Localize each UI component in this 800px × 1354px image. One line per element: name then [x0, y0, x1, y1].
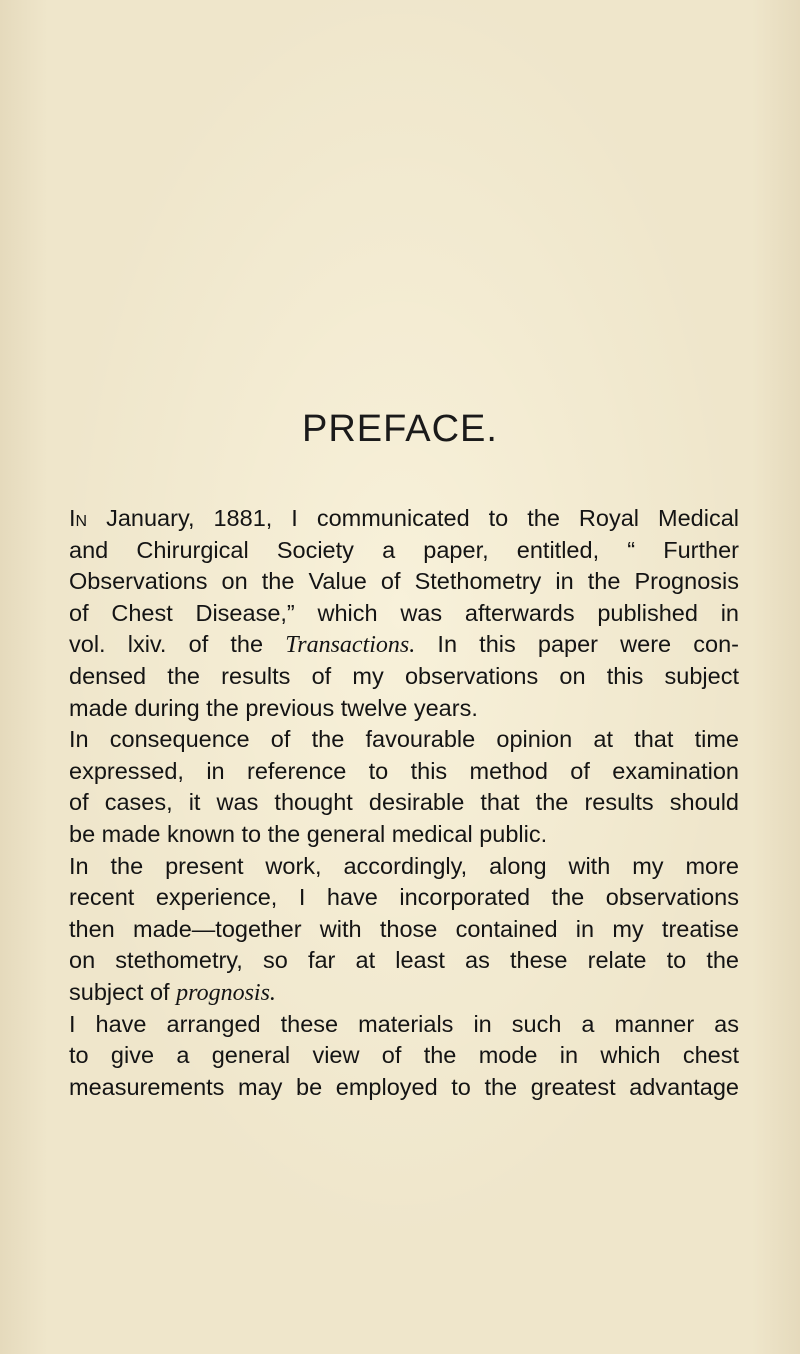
text-line: on stethometry, so far at least as these relate to the — [69, 947, 739, 974]
text-line — [69, 977, 739, 1009]
text-line: recent experience, I have incorporated the observations — [69, 884, 739, 911]
text-line: made during the previous twelve years. — [69, 694, 478, 721]
text-line: to give a general view of the mode in which chest — [69, 1042, 739, 1069]
italic-term: prognosis. — [176, 979, 276, 1006]
text-line — [69, 629, 739, 661]
text-line: In consequence of the favourable opinion at that time — [69, 726, 739, 753]
line-text: vol. lxiv. of the — [69, 631, 286, 658]
text-line: I have arranged these materials in such a manner as — [69, 1010, 739, 1037]
text-line: densed the results of my observations on this subject — [69, 662, 739, 689]
text-line: of cases, it was thought desirable that the results should — [69, 789, 739, 816]
text-line: measurements may be employed to the greatest advantage — [69, 1073, 739, 1100]
text-line: In the present work, accordingly, along with my more — [69, 852, 739, 879]
text-line — [69, 503, 739, 535]
preface-body — [69, 503, 739, 1103]
line-text: January, 1881, I communicated to the Royal Medical — [87, 505, 739, 531]
paragraph-4 — [69, 1009, 739, 1104]
text-line: Observations on the Value of Stethometry in the Prognosis — [69, 568, 739, 595]
line-text: In this paper were con- — [415, 631, 739, 658]
page-title: PREFACE. — [302, 408, 498, 450]
text-line: expressed, in reference to this method of examination — [69, 757, 739, 784]
line-text: subject of — [69, 978, 177, 1005]
paragraph-3 — [69, 851, 739, 1009]
text-line: of Chest Disease,” which was afterwards published in — [69, 599, 739, 626]
text-line: then made—together with those contained in my treatise — [69, 915, 739, 942]
paragraph-2 — [69, 724, 739, 850]
text-line: and Chirurgical Society a paper, entitled, “ Further — [69, 536, 739, 563]
paragraph-1 — [69, 503, 739, 724]
italic-journal-title: Transactions. — [285, 632, 416, 659]
drop-lead-word: In — [69, 505, 88, 531]
text-line: be made known to the general medical public. — [69, 820, 548, 847]
